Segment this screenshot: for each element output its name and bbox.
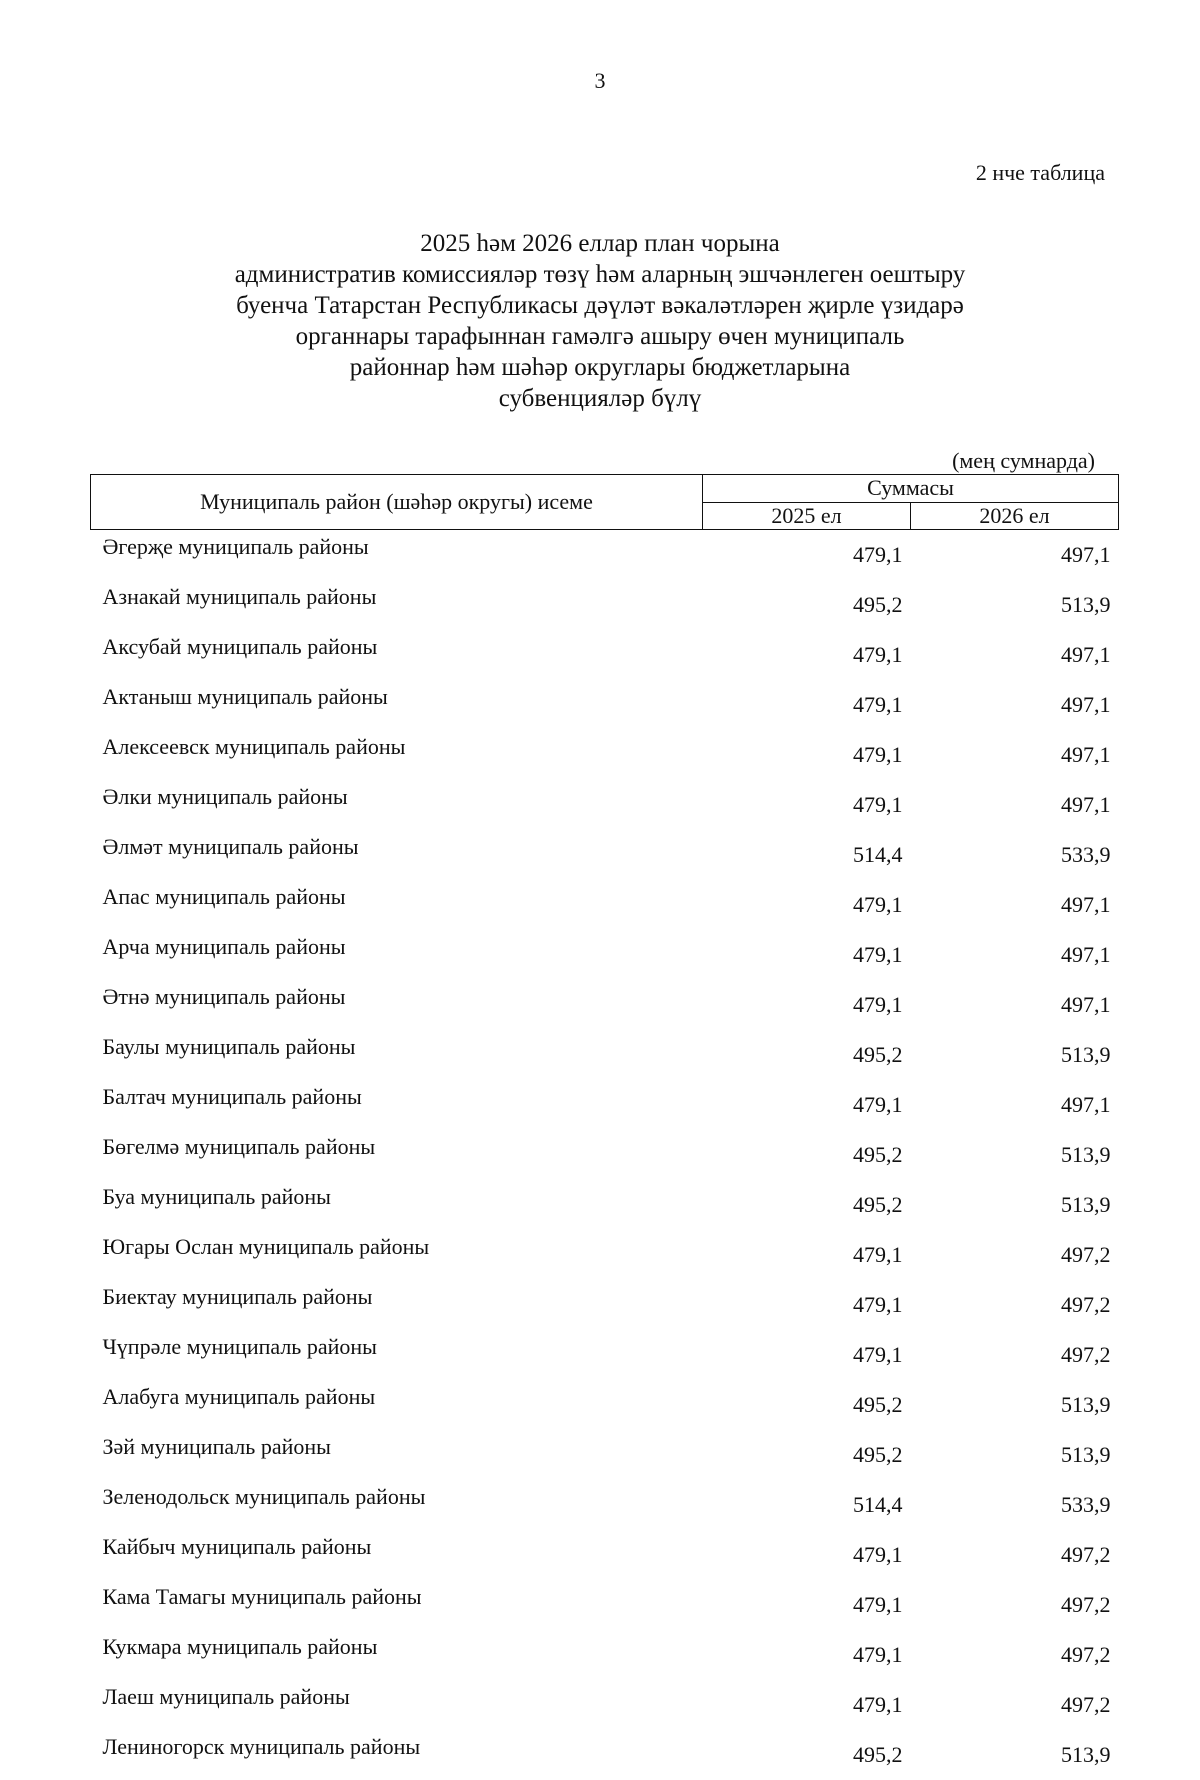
value-2025-cell: 495,2	[703, 580, 911, 630]
value-2026-cell: 513,9	[911, 1180, 1119, 1230]
table-row	[91, 1530, 1119, 1580]
value-2026-cell: 497,1	[911, 630, 1119, 680]
value-2026-cell: 497,1	[911, 780, 1119, 830]
table-row	[91, 1330, 1119, 1380]
table-row	[91, 1230, 1119, 1280]
value-2026-cell: 497,2	[911, 1230, 1119, 1280]
value-2025-cell: 479,1	[703, 880, 911, 930]
table-row	[91, 1580, 1119, 1630]
table-row	[91, 1130, 1119, 1180]
municipality-name-cell: Чүпрәле муниципаль районы	[91, 1330, 703, 1380]
municipality-name-cell: Кайбыч муниципаль районы	[91, 1530, 703, 1580]
table-row	[91, 680, 1119, 730]
value-2026-cell: 513,9	[911, 1430, 1119, 1480]
value-2026-cell: 513,9	[911, 1130, 1119, 1180]
table-row	[91, 1480, 1119, 1530]
title-line: административ комиссияләр төзү һәм аларның эшчәнлеген оештыру	[100, 259, 1100, 290]
municipality-name-cell: Әтнә муниципаль районы	[91, 980, 703, 1030]
subvention-table	[90, 474, 1119, 1780]
header-name: Муниципаль район (шәһәр округы) исеме	[91, 475, 703, 530]
municipality-name-cell: Алексеевск муниципаль районы	[91, 730, 703, 780]
value-2026-cell: 497,1	[911, 730, 1119, 780]
value-2026-cell: 533,9	[911, 830, 1119, 880]
value-2026-cell: 513,9	[911, 1730, 1119, 1780]
value-2026-cell: 513,9	[911, 1030, 1119, 1080]
value-2025-cell: 479,1	[703, 1280, 911, 1330]
title-line: 2025 һәм 2026 еллар план чорына	[100, 228, 1100, 259]
page-number: 3	[0, 68, 1200, 94]
municipality-name-cell: Югары Ослан муниципаль районы	[91, 1230, 703, 1280]
value-2026-cell: 497,2	[911, 1530, 1119, 1580]
value-2026-cell: 513,9	[911, 580, 1119, 630]
value-2026-cell: 497,1	[911, 880, 1119, 930]
value-2025-cell: 479,1	[703, 980, 911, 1030]
value-2025-cell: 495,2	[703, 1030, 911, 1080]
table-row	[91, 580, 1119, 630]
table-row	[91, 1430, 1119, 1480]
title-line: районнар һәм шәһәр округлары бюджетларына	[100, 352, 1100, 383]
title-line: органнары тарафыннан гамәлгә ашыру өчен муниципаль	[100, 321, 1100, 352]
title-line: субвенцияләр бүлү	[100, 383, 1100, 414]
value-2026-cell: 497,1	[911, 930, 1119, 980]
value-2025-cell: 495,2	[703, 1180, 911, 1230]
municipality-name-cell: Апас муниципаль районы	[91, 880, 703, 930]
value-2026-cell: 497,2	[911, 1580, 1119, 1630]
header-sum: Суммасы	[703, 475, 1119, 503]
value-2025-cell: 479,1	[703, 930, 911, 980]
municipality-name-cell: Азнакай муниципаль районы	[91, 580, 703, 630]
table-row	[91, 780, 1119, 830]
value-2026-cell: 497,1	[911, 1080, 1119, 1130]
table-body	[91, 530, 1119, 1780]
value-2025-cell: 479,1	[703, 630, 911, 680]
value-2025-cell: 514,4	[703, 1480, 911, 1530]
municipality-name-cell: Әгерҗе муниципаль районы	[91, 530, 703, 581]
municipality-name-cell: Зәй муниципаль районы	[91, 1430, 703, 1480]
table-row	[91, 1380, 1119, 1430]
value-2025-cell: 479,1	[703, 1230, 911, 1280]
municipality-name-cell: Актаныш муниципаль районы	[91, 680, 703, 730]
municipality-name-cell: Арча муниципаль районы	[91, 930, 703, 980]
municipality-name-cell: Кама Тамагы муниципаль районы	[91, 1580, 703, 1630]
municipality-name-cell: Әлмәт муниципаль районы	[91, 830, 703, 880]
table-row	[91, 730, 1119, 780]
municipality-name-cell: Зеленодольск муниципаль районы	[91, 1480, 703, 1530]
municipality-name-cell: Бөгелмә муниципаль районы	[91, 1130, 703, 1180]
table-row	[91, 880, 1119, 930]
value-2026-cell: 497,2	[911, 1630, 1119, 1680]
table-row	[91, 980, 1119, 1030]
value-2025-cell: 479,1	[703, 780, 911, 830]
value-2025-cell: 495,2	[703, 1430, 911, 1480]
value-2025-cell: 495,2	[703, 1380, 911, 1430]
value-2026-cell: 497,2	[911, 1280, 1119, 1330]
table-row	[91, 1030, 1119, 1080]
value-2025-cell: 495,2	[703, 1130, 911, 1180]
value-2025-cell: 479,1	[703, 530, 911, 581]
value-2025-cell: 479,1	[703, 1680, 911, 1730]
value-2025-cell: 514,4	[703, 830, 911, 880]
municipality-name-cell: Лениногорск муниципаль районы	[91, 1730, 703, 1780]
value-2026-cell: 497,1	[911, 530, 1119, 581]
table-row	[91, 1730, 1119, 1780]
value-2025-cell: 479,1	[703, 1080, 911, 1130]
municipality-name-cell: Балтач муниципаль районы	[91, 1080, 703, 1130]
value-2025-cell: 479,1	[703, 730, 911, 780]
header-year-2026: 2026 ел	[911, 502, 1119, 530]
table-row	[91, 1280, 1119, 1330]
municipality-name-cell: Әлки муниципаль районы	[91, 780, 703, 830]
document-title	[100, 228, 1100, 414]
unit-note: (мең сумнарда)	[952, 448, 1095, 474]
value-2025-cell: 479,1	[703, 680, 911, 730]
value-2026-cell: 497,1	[911, 680, 1119, 730]
value-2026-cell: 497,2	[911, 1330, 1119, 1380]
municipality-name-cell: Баулы муниципаль районы	[91, 1030, 703, 1080]
table-label: 2 нче таблица	[976, 160, 1105, 186]
value-2025-cell: 479,1	[703, 1330, 911, 1380]
value-2026-cell: 533,9	[911, 1480, 1119, 1530]
value-2025-cell: 479,1	[703, 1630, 911, 1680]
value-2026-cell: 513,9	[911, 1380, 1119, 1430]
value-2026-cell: 497,1	[911, 980, 1119, 1030]
municipality-name-cell: Кукмара муниципаль районы	[91, 1630, 703, 1680]
table-header	[91, 475, 1119, 530]
municipality-name-cell: Буа муниципаль районы	[91, 1180, 703, 1230]
value-2025-cell: 479,1	[703, 1530, 911, 1580]
municipality-name-cell: Лаеш муниципаль районы	[91, 1680, 703, 1730]
municipality-name-cell: Биектау муниципаль районы	[91, 1280, 703, 1330]
table-row	[91, 630, 1119, 680]
header-year-2025: 2025 ел	[703, 502, 911, 530]
municipality-name-cell: Аксубай муниципаль районы	[91, 630, 703, 680]
table-row	[91, 1080, 1119, 1130]
municipality-name-cell: Алабуга муниципаль районы	[91, 1380, 703, 1430]
value-2026-cell: 497,2	[911, 1680, 1119, 1730]
table-row	[91, 830, 1119, 880]
value-2025-cell: 479,1	[703, 1580, 911, 1630]
table-row	[91, 1680, 1119, 1730]
value-2025-cell: 495,2	[703, 1730, 911, 1780]
table-row	[91, 1180, 1119, 1230]
table-row	[91, 930, 1119, 980]
table-row	[91, 530, 1119, 581]
title-line: буенча Татарстан Республикасы дәүләт вәкаләтләрен җирле үзидарә	[100, 290, 1100, 321]
table-row	[91, 1630, 1119, 1680]
